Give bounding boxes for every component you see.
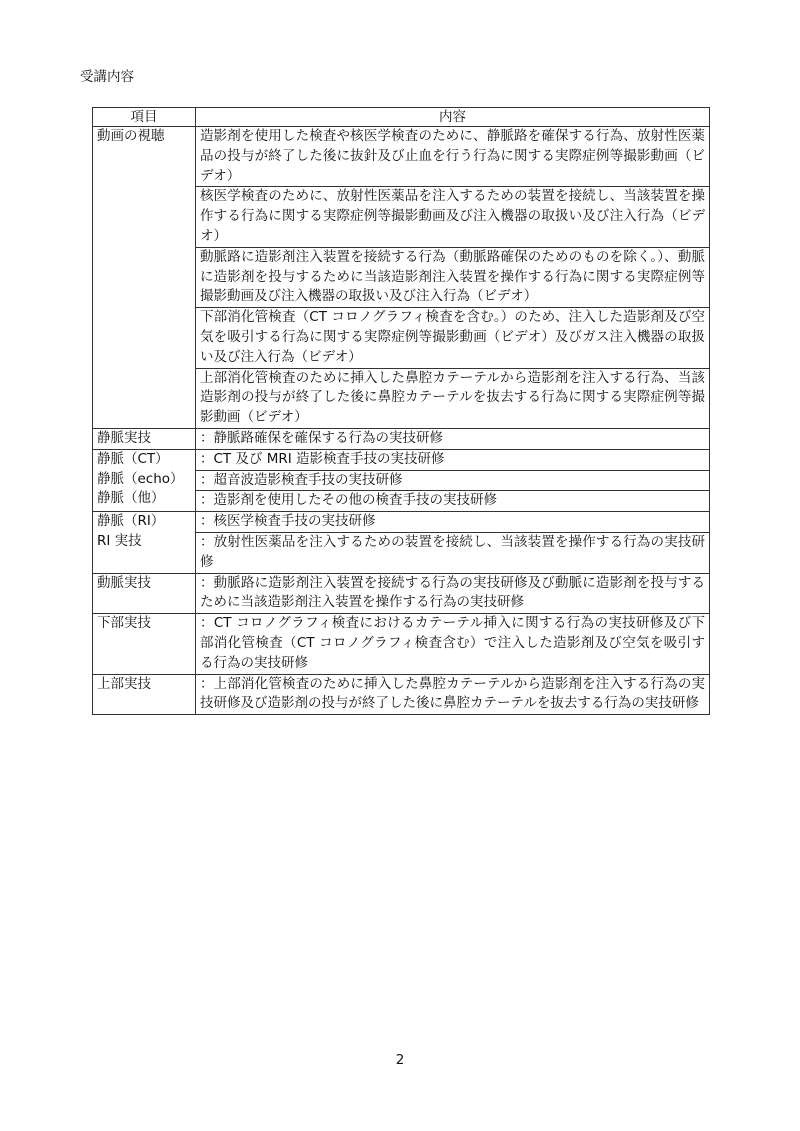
item-ri-practice: RI 実技 <box>97 532 142 549</box>
item-artery: 動脈実技 <box>93 573 196 614</box>
header-content: 内容 <box>196 108 710 127</box>
table-row <box>93 573 710 614</box>
table-row <box>93 428 710 449</box>
content-artery: ：動脈路に造影剤注入装置を接続する行為の実技研修及び動脈に造影剤を投与するために当該造影剤注入装置を操作する行為の実技研修 <box>196 573 710 614</box>
video-item-5: 上部消化管検査のために挿入した鼻腔カテーテルから造影剤を注入する行為、当該造影剤の投与が終了した後に鼻腔カテーテルを抜去する行為に関する実際症例等撮影動画（ビデオ） <box>196 368 710 428</box>
table-header-row <box>93 108 710 127</box>
item-vein: 静脈実技 <box>93 428 196 449</box>
content-vein-ri: ：核医学検査手技の実技研修 <box>196 512 710 533</box>
video-item-3: 動脈路に造影剤注入装置を接続する行為（動脈路確保のためのものを除く。）、動脈に造影剤を投与するために当該造影剤注入装置を操作する行為に関する実際症例等撮影動画及び注入機器の取扱い及び注入行為（ビデオ） <box>196 247 710 307</box>
table-row <box>93 614 710 674</box>
content-vein-other: ：造影剤を使用したその他の検査手技の実技研修 <box>196 491 710 512</box>
content-ri-practice: ：放射性医薬品を注入するための装置を接続し、当該装置を操作する行為の実技研修 <box>196 532 710 573</box>
item-video: 動画の視聴 <box>93 127 196 429</box>
content-vein-ct: ：CT 及び MRI 造影検査手技の実技研修 <box>196 449 710 470</box>
video-item-2: 核医学検査のために、放射性医薬品を注入するための装置を接続し、当該装置を操作する行為に関する実際症例等撮影動画及び注入機器の取扱い及び注入行為（ビデオ） <box>196 187 710 247</box>
table-row <box>93 512 710 533</box>
item-upper: 上部実技 <box>93 674 196 715</box>
video-item-1: 造影剤を使用した検査や核医学検査のために、静脈路を確保する行為、放射性医薬品の投与が終了した後に抜針及び止血を行う行為に関する実際症例等撮影動画（ビデオ） <box>196 127 710 187</box>
header-item: 項目 <box>93 108 196 127</box>
content-vein: ：静脈路確保を確保する行為の実技研修 <box>196 428 710 449</box>
table-row <box>93 674 710 715</box>
item-vein-echo: 静脈（echo） <box>97 470 184 487</box>
video-item-4: 下部消化管検査（CT コロノグラフィ検査を含む。）のため、注入した造影剤及び空気を吸引する行為に関する実際症例等撮影動画（ビデオ）及びガス注入機器の取扱い及び注入行為（ビデオ） <box>196 308 710 368</box>
content-vein-echo: ：超音波造影検査手技の実技研修 <box>196 470 710 491</box>
item-vein-group <box>93 449 196 511</box>
table-row <box>93 449 710 470</box>
content-upper: ：上部消化管検査のために挿入した鼻腔カテーテルから造影剤を注入する行為の実技研修及び造影剤の投与が終了した後に鼻腔カテーテルを抜去する行為の実技研修 <box>196 674 710 715</box>
content-lower: ：CT コロノグラフィ検査におけるカテーテル挿入に関する行為の実技研修及び下部消化管検査（CT コロノグラフィ検査含む）で注入した造影剤及び空気を吸引する行為の実技研修 <box>196 614 710 674</box>
table-row <box>93 127 710 187</box>
item-vein-ri: 静脈（RI） <box>97 513 165 530</box>
item-ri-group <box>93 512 196 573</box>
course-content-table <box>92 107 710 715</box>
item-vein-ct: 静脈（CT） <box>97 450 169 467</box>
page-number: 2 <box>395 1052 405 1068</box>
page-title: 受講内容 <box>80 69 134 85</box>
item-vein-other: 静脈（他） <box>97 490 165 507</box>
item-lower: 下部実技 <box>93 614 196 674</box>
